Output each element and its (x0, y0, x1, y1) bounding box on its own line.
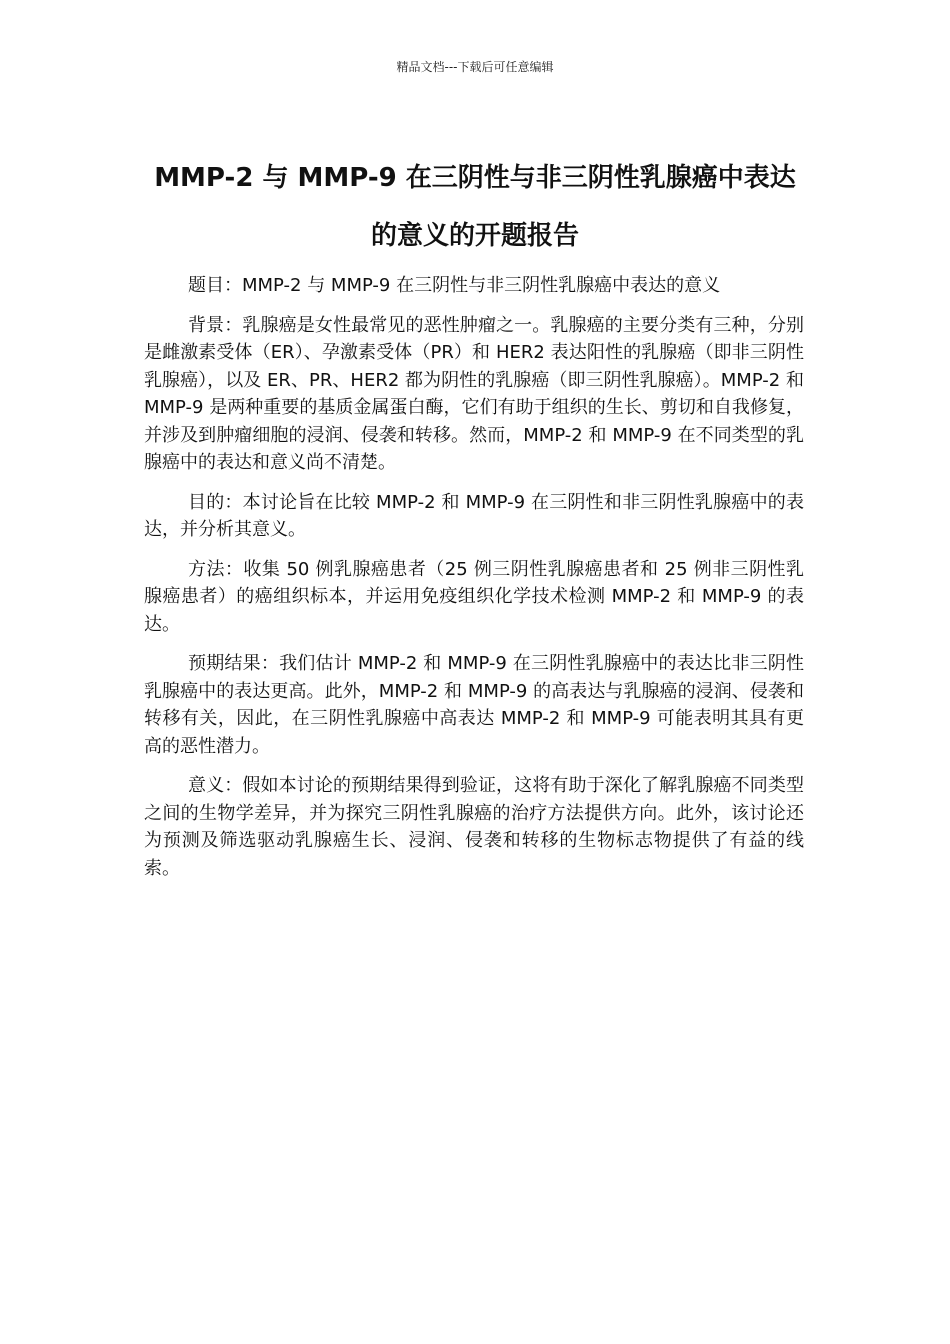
document-title (130, 149, 820, 265)
paragraph-expected-results: 预期结果：我们估计 MMP-2 和 MMP-9 在三阴性乳腺癌中的表达比非三阴性乳腺癌中的表达更高。此外，MMP-2 和 MMP-9 的高表达与乳腺癌的浸润、侵袭和转移有关，因此，在三阴性乳腺癌中高表达 MMP-2 和 MMP-9 可能表明其具有更高的恶性潜力。 (144, 653, 804, 757)
document-body (144, 272, 804, 894)
paragraph-method: 方法：收集 50 例乳腺癌患者（25 例三阴性乳腺癌患者和 25 例非三阴性乳腺癌患者）的癌组织标本，并运用免疫组织化学技术检测 MMP-2 和 MMP-9 的表达。 (144, 558, 804, 635)
paragraph-significance: 意义：假如本讨论的预期结果得到验证，这将有助于深化了解乳腺癌不同类型之间的生物学差异，并为探究三阴性乳腺癌的治疗方法提供方向。此外，该讨论还为预测及筛选驱动乳腺癌生长、浸润、侵袭和转移的生物标志物提供了有益的线索。 (144, 775, 804, 879)
title-line-2: 的意义的开题报告 (370, 221, 579, 252)
paragraph-objective: 目的：本讨论旨在比较 MMP-2 和 MMP-9 在三阴性和非三阴性乳腺癌中的表达，并分析其意义。 (144, 491, 804, 540)
paragraph-topic: 题目：MMP-2 与 MMP-9 在三阴性与非三阴性乳腺癌中表达的意义 (188, 275, 721, 296)
title-line-1: MMP-2 与 MMP-9 在三阴性与非三阴性乳腺癌中表达 (154, 163, 796, 194)
paragraph-background: 背景：乳腺癌是女性最常见的恶性肿瘤之一。乳腺癌的主要分类有三种，分别是雌激素受体（ER）、孕激素受体（PR）和 HER2 表达阳性的乳腺癌（即非三阴性乳腺癌），以及 ER、PR、HER2 都为阴性的乳腺癌（即三阴性乳腺癌）。MMP-2 和 MMP-9 是两种重要的基质金属蛋白酶，它们有助于组织的生长、剪切和自我修复，并涉及到肿瘤细胞的浸润、侵袭和转移。然而，MMP-2 和 MMP-9 在不同类型的乳腺癌中的表达和意义尚不清楚。 (144, 314, 804, 473)
header-note: 精品文档---下载后可任意编辑 (396, 60, 554, 74)
